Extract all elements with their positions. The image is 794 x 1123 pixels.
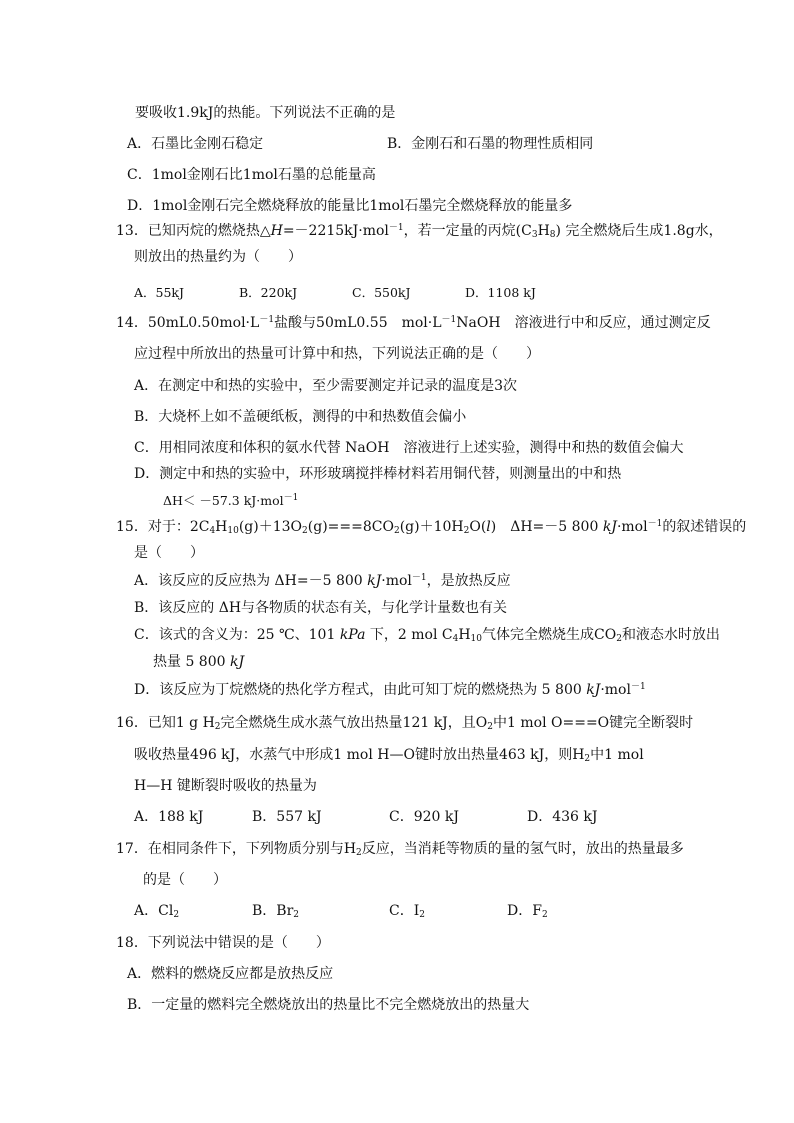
q13-option-c: C．550kJ bbox=[352, 285, 411, 300]
q12-option-b: B．金刚石和石墨的物理性质相同 bbox=[387, 136, 594, 152]
q16-option-b: B．557 kJ bbox=[252, 809, 322, 825]
q17-option-d: D．$F_2$ bbox=[507, 903, 548, 920]
q13-option-a: A．55kJ bbox=[134, 285, 185, 300]
q18-option-a: A．燃料的燃烧反应都是放热反应 bbox=[127, 966, 334, 982]
q16-option-d: D．436 kJ bbox=[527, 809, 598, 825]
q17-stem-line2: 的是（ ） bbox=[143, 872, 227, 888]
q13-option-b: B．220kJ bbox=[239, 285, 298, 300]
q15-option-d: D．该反应为丁烷燃烧的热化学方程式，由此可知丁烷的燃烧热为 5 800 kJ·mol$^{-1}$ bbox=[134, 682, 646, 698]
q13-option-d: D．1108 kJ bbox=[465, 285, 536, 300]
q16-option-c: C．920 kJ bbox=[389, 809, 459, 825]
q14-option-d-line2: ΔH＜ －57.3 kJ·mol$^{-1}$ bbox=[163, 493, 299, 508]
q17-stem: 17．在相同条件下，下列物质分别与$H_2$反应，当消耗等物质的量的氢气时，放出的热量最多 bbox=[116, 841, 684, 858]
q13-stem-line2: 则放出的热量约为（ ） bbox=[134, 249, 302, 265]
q14-option-c: C．用相同浓度和体积的氨水代替 NaOH 溶液进行上述实验，测得中和热的数值会偏大 bbox=[134, 440, 684, 456]
q15-option-b: B．该反应的 ΔH与各物质的状态有关，与化学计量数也有关 bbox=[134, 600, 508, 616]
q14-stem-line2: 应过程中所放出的热量可计算中和热，下列说法正确的是（ ） bbox=[134, 346, 540, 362]
q18-stem: 18．下列说法中错误的是（ ） bbox=[116, 935, 330, 951]
q16-stem: 16．已知1 g $H_2$完全燃烧生成水蒸气放出热量121 kJ，且$O_2$中1 mol O===O键完全断裂时 bbox=[116, 715, 694, 732]
q17-option-c: C．$I_2$ bbox=[389, 903, 425, 920]
q17-option-b: B．$Br_2$ bbox=[252, 903, 300, 920]
q17-option-a: A．$Cl_2$ bbox=[134, 903, 180, 920]
q15-option-a: A．该反应的反应热为 ΔH=－5 800 kJ·mol$^{-1}$，是放热反应 bbox=[134, 573, 511, 589]
q16-stem-line3: H—H 键断裂时吸收的热量为 bbox=[134, 778, 317, 794]
q12-option-c: C．1mol金刚石比1mol石墨的总能量高 bbox=[127, 167, 376, 183]
q12-stem-tail: 要吸收1.9kJ的热能。下列说法不正确的是 bbox=[135, 105, 396, 121]
q15-stem: 15．对于：$2C_4H_{10}(g)+13O_2(g)===8CO_2(g)+10H_2O(l)$ ΔH=－5 800 kJ·mol$^{-1}$的叙述错误的 bbox=[116, 519, 747, 536]
q14-option-d: D．测定中和热的实验中，环形玻璃搅拌棒材料若用铜代替，则测量出的中和热 bbox=[134, 466, 622, 482]
q15-stem-line2: 是（ ） bbox=[134, 545, 204, 561]
q12-option-d: D．1mol金刚石完全燃烧释放的能量比1mol石墨完全燃烧释放的能量多 bbox=[127, 198, 573, 214]
q15-option-c-line2: 热量 5 800 kJ bbox=[153, 654, 245, 670]
q12-option-a: A．石墨比金刚石稳定 bbox=[127, 136, 264, 152]
q15-option-c: C．该式的含义为：25 ℃、101 kPa 下，2 mol $C_4H_{10}$气体完全燃烧生成$CO_2$和液态水时放出 bbox=[134, 627, 720, 644]
q18-option-b: B．一定量的燃料完全燃烧放出的热量比不完全燃烧放出的热量大 bbox=[127, 997, 530, 1013]
q14-option-b: B．大烧杯上如不盖硬纸板，测得的中和热数值会偏小 bbox=[134, 409, 467, 425]
q13-stem: 13．已知丙烷的燃烧热△H=－2215kJ·mol$^{-1}$，若一定量的丙烷$(C_3H_8)$ 完全燃烧后生成1.8g水， bbox=[116, 223, 723, 240]
q14-stem: 14．$50mL0.50mol\cdot L^{-1}$盐酸与50mL0.55 $mol\cdot L^{-1}NaOH$ 溶液进行中和反应，通过测定反 bbox=[116, 315, 711, 331]
q14-option-a: A．在测定中和热的实验中，至少需要测定并记录的温度是3次 bbox=[134, 378, 518, 394]
q16-stem-line2: 吸收热量496 kJ，水蒸气中形成1 mol H—O键时放出热量463 kJ，则$H_2$中1 mol bbox=[134, 747, 644, 764]
q16-option-a: A．188 kJ bbox=[134, 809, 204, 825]
